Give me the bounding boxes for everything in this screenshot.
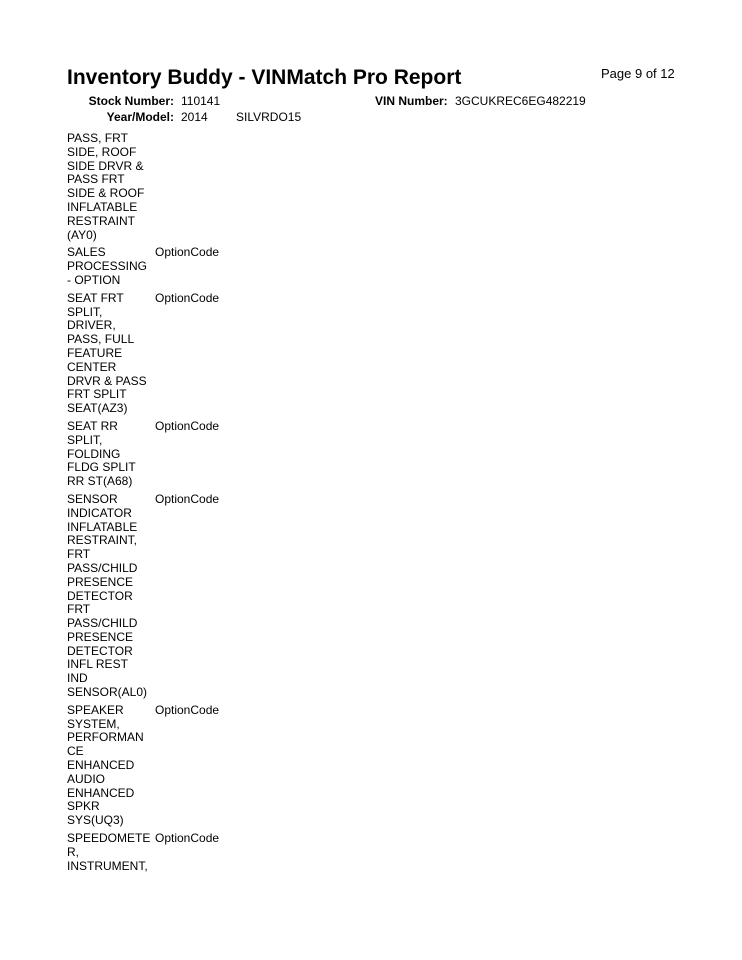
model-value: SILVRDO15 [236, 110, 302, 124]
option-row [67, 420, 367, 489]
option-row [67, 704, 367, 828]
option-code: OptionCode [155, 702, 220, 717]
option-row [67, 246, 367, 287]
option-description: SENSOR INDICATOR INFLATABLE RESTRAINT, FRT PASS/CHILD PRESENCE DETECTOR FRT PASS/CHILD PRESENCE DETECTOR INFL REST IND SENSOR(AL0) [67, 491, 148, 700]
option-row [67, 292, 367, 416]
option-code: OptionCode [155, 491, 220, 506]
option-description: SPEAKER SYSTEM, PERFORMAN CE ENHANCED AUDIO ENHANCED SPKR SYS(UQ3) [67, 702, 144, 828]
option-description: SALES PROCESSING - OPTION [67, 245, 148, 287]
option-code: OptionCode [155, 245, 220, 260]
year-value: 2014 [181, 110, 208, 124]
year-model-label: Year/Model: [106, 110, 174, 124]
vin-number-value: 3GCUKREC6EG482219 [455, 94, 586, 108]
stock-number-value: 110141 [181, 94, 221, 108]
option-code: OptionCode [155, 418, 220, 433]
options-list [67, 132, 367, 877]
option-code: OptionCode [155, 290, 220, 305]
option-code [153, 132, 155, 242]
page-number: Page 9 of 12 [601, 66, 675, 81]
option-code: OptionCode [155, 831, 220, 846]
option-row [67, 132, 367, 242]
option-description: PASS, FRT SIDE, ROOF SIDE DRVR & PASS FRT SIDE & ROOF INFLATABLE RESTRAINT (AY0) [67, 131, 145, 242]
option-row [67, 832, 367, 873]
option-description: SEAT RR SPLIT, FOLDING FLDG SPLIT RR ST(A68) [67, 418, 136, 489]
stock-number-label: Stock Number: [88, 94, 174, 108]
option-description: SEAT FRT SPLIT, DRIVER, PASS, FULL FEATURE CENTER DRVR & PASS FRT SPLIT SEAT(AZ3) [67, 290, 147, 416]
option-row [67, 493, 367, 700]
option-description: SPEEDOMETE R, INSTRUMENT, [67, 831, 151, 873]
vin-number-label: VIN Number: [375, 94, 448, 108]
report-title: Inventory Buddy - VINMatch Pro Report [67, 66, 462, 89]
